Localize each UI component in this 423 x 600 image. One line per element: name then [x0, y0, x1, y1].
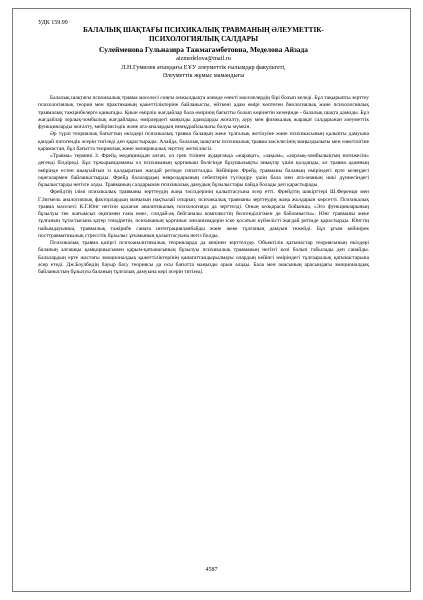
paragraph: Балалық шақтағы психикалық травма мәселесі соңғы онжылдықта әлемде өзекті мәселелердің бірі болып келеді. Бұл тақырыпты зерттеу психологиялық теория мен практиканың қажеттіліктеріне байланысты, өйткені адам өмірі көптеген биологиялық және психологиялық травмалық тәжірибелерге қанығады. Қиын өмірлік жағдайлар бала өмірінің бағытты болып көрінетін кезеңінде - балалық шақта дамиды. Бұл жағдайлар зорлық-зомбылық жағдайлары, өмірлердегі маңызды адамдарды жоғалту, ауру мен физикалық жарақат салдарынан әлеуметтік функцияларды жоғалту, мейірімсіздік және ата-аналардың немқұрайлылығы болуы мүмкін. — [38, 95, 369, 130]
udk-code: УДК 159.99 — [38, 20, 68, 26]
affiliation-line-2: Әлеуметтік жұмыс мамандығы — [162, 72, 245, 79]
paragraph: Фрейдтің ілімі психикалық травманы зерттеудің жаңа тәсілдерінің қалыптасуына әсер етті. Фрейдтің шәкірттері Ш.Ференци мен Г.Зигмель аналогиялық факторлардың маңызын нақтылай отырып, психикалық травманы зерттеудің жаңа жолдарын көрсетті. Психикалық травма мәселесі К.Г.Юнг негізін қалаған аналитикалық психологияда да зерттелді. Оның көзқарасы бойынша, «Эго функцияларының бұзылуы тек жағымсыз оқиғамен ғана емес, сондай-ақ бейсаналы комплекстің белсенділігімен де байланысты». Юнг травманы жеке тұлғаның тұтастығына қатер төндіретін, психиканың қорғаныс механизмдерін іске қосатын күйзелісті жағдай ретінде қарастырды. Юнгтің пайымдауынша, травмалық тәжірибе санаға интеграцияланбайды және жеке тұлғаның дамуын тежейді. Бұл ұғым кейінірек посттравматикалық стресстік бұзылыс ұғымының қалыптасуына негіз болды. — [38, 189, 369, 239]
page-number: 4587 — [205, 567, 218, 573]
paragraph: «Травма» термині З. Фрейд медицинадан алған, ол грек тілінен аударғанда «жарақат», «зақым», «зорлық-зомбылықтың нәтижесін» дегенді білдіреді. Бұл тұжырымдаманы ол психиканың қорғаныш бөлігінде бұзушылықты анықтау үшін қолданды, ал травма адамның өмірінде естен шықпайтын із қалдыратын жағдай ретінде сипатталды. Кейінірек Фрейд травманы баланың өміріндегі ерте кезеңдегі оқиғалармен байланыстырды. Фрейд балалардың невроздарының себептерін түсіндіру үшін бала мен ата-ананың ішкі дүниесіндегі бұзылыстарды негізге алды. Травманың салдарынан психикалық дамудың бұзылыстары пайда болады деп қарастырады. — [38, 153, 369, 188]
affiliation — [30, 64, 377, 80]
paper-title — [30, 26, 377, 43]
author-email: aizmedelova@mail.ru — [176, 55, 231, 62]
paragraph: Әр түрлі теориялық бағыттың өкілдері психикалық травма балаңың жеке тұлғалық жетілуіне және психикасының қалыпты дамуына қандай патогендік әсерін тигізеді деп қарастырады. Алайда, балалық шақтағы психикалық травма мәселесінің маңыздылығы мен өзектілігіне қарамастан, бұл бағытта теориялық және эмпирикалық зерттеу жеткіліксіз. — [38, 131, 369, 152]
body-text — [38, 95, 369, 276]
affiliation-line-1: Л.Н.Гумилев атындағы ЕҰУ әлеуметтік ғылымдар факультеті, — [121, 64, 286, 71]
title-line-2: ПСИХОЛОГИЯЛЫҚ САЛДАРЫ — [148, 34, 259, 43]
paragraph: Психикалық травма қазіргі психоаналитикалық теорияларда да кеңінен зерттелуде. Объектілік қатынастар теориясының өкілдері баланың алғашқы қамқоршысымен қарым-қатынасының бұзылуы психикалық травманың негізгі көзі болып табылады деп санайды. Балалардың ерте жастағы эмоционалдық қажеттіліктерінің қанағаттандырылмауы олардың кейінгі өміріндегі тұлғааралық қатынастарына әсер етеді. Дж.Боулбидің бауыр басу теориясы да осы бағытта маңызды орын алады. Бала мен анасының арасындағы эмоционалдық байланыстың бұзылуы баланың тұлғалық дамуына кері әсерін тигізеді. — [38, 240, 369, 275]
authors: Сулейменова Гульназира Тажмагамбетовна, Меделова Айзада — [99, 45, 308, 54]
title-line-1: БАЛАЛЫҚ ШАҚТАҒЫ ПСИХИКАЛЫҚ ТРАВМАНЫҢ ӘЛЕУМЕТТІК- — [83, 26, 324, 34]
